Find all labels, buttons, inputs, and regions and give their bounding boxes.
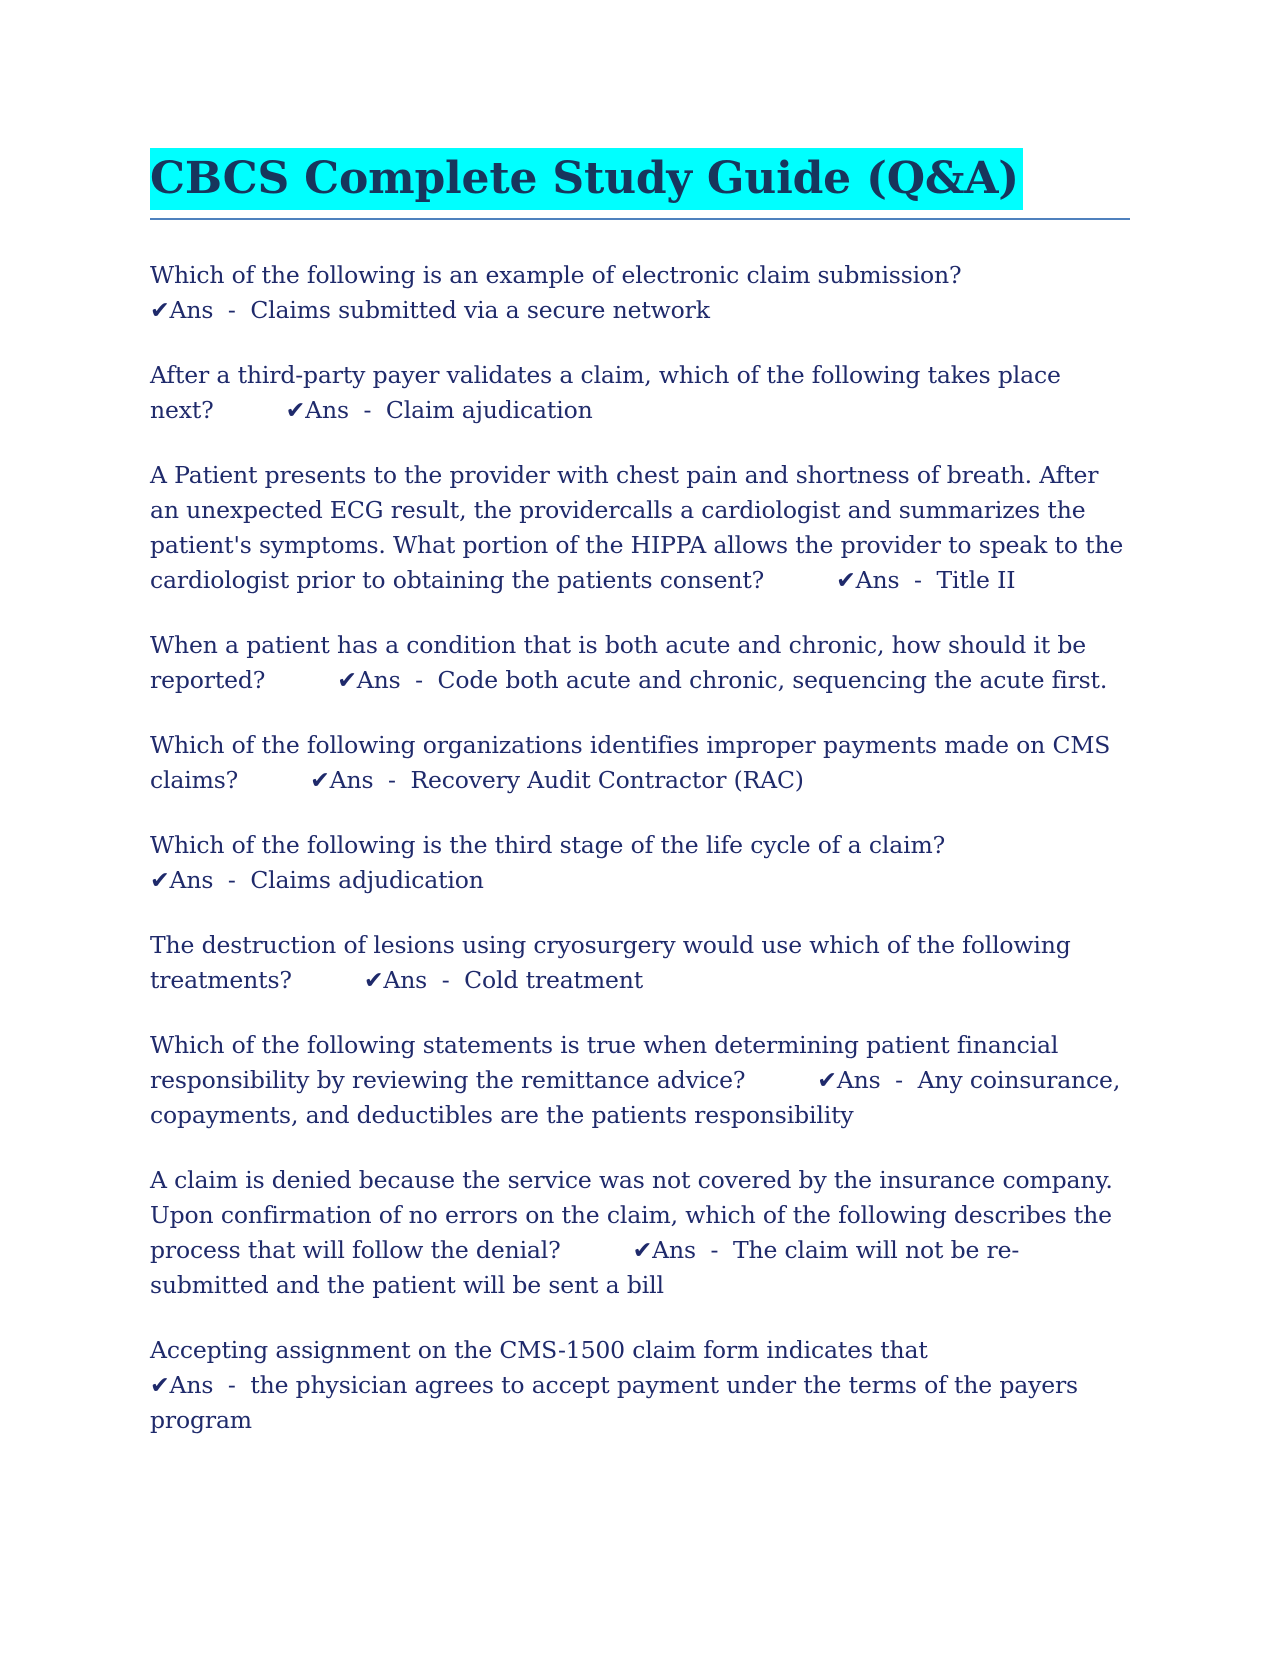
qa-item-8 [150, 1028, 1130, 1133]
title-block [150, 148, 1130, 220]
qa-item-4 [150, 628, 1130, 698]
answer-marker: ✔Ans - [632, 1236, 733, 1264]
question-text: Accepting assignment on the CMS-1500 claim form indicates that [150, 1336, 928, 1364]
qa-item-10 [150, 1333, 1130, 1438]
answer-marker: ✔Ans - [836, 566, 937, 594]
answer-text: Recovery Audit Contractor (RAC) [410, 766, 804, 794]
question-text: Which of the following organizations identifies improper payments made on CMS claims? [150, 731, 1111, 794]
answer-text: the physician agrees to accept payment under the terms of the payers program [150, 1371, 1078, 1434]
answer-marker: ✔Ans - [285, 396, 386, 424]
answer-text: The claim will not be re-submitted and the patient will be sent a bill [150, 1236, 1020, 1299]
answer-marker: ✔Ans - [150, 1371, 251, 1399]
answer-text: Any coinsurance, copayments, and deductibles are the patients responsibility [150, 1066, 1121, 1129]
qa-item-6 [150, 828, 1130, 898]
answer-marker: ✔Ans - [817, 1066, 918, 1094]
qa-item-1 [150, 258, 1130, 328]
question-text: The destruction of lesions using cryosurgery would use which of the following treatments? [150, 931, 1071, 994]
question-text: When a patient has a condition that is both acute and chronic, how should it be reported? [150, 631, 1087, 694]
answer-marker: ✔Ans - [150, 866, 251, 894]
answer-text: Claims adjudication [250, 866, 484, 894]
qa-item-7 [150, 928, 1130, 998]
qa-item-2 [150, 358, 1130, 428]
question-text: A claim is denied because the service was not covered by the insurance company. Upon confirmation of no errors on the claim, which of the following describes the process that will follow the denial? [150, 1166, 1113, 1264]
answer-text: Code both acute and chronic, sequencing the acute first. [437, 666, 1108, 694]
answer-marker: ✔Ans - [337, 666, 438, 694]
question-text: Which of the following statements is true when determining patient financial responsibility by reviewing the remittance advice? [150, 1031, 1059, 1094]
document-content [150, 148, 1130, 1468]
answer-text: Cold treatment [464, 966, 644, 994]
answer-text: Claims submitted via a secure network [250, 296, 710, 324]
question-text: Which of the following is an example of electronic claim submission? [150, 261, 962, 289]
answer-text: Title II [936, 566, 1016, 594]
answer-marker: ✔Ans - [150, 296, 251, 324]
question-text: After a third-party payer validates a claim, which of the following takes place next? [150, 361, 1061, 424]
answer-text: Claim ajudication [385, 396, 593, 424]
qa-item-3 [150, 458, 1130, 598]
qa-item-9 [150, 1163, 1130, 1303]
question-text: A Patient presents to the provider with chest pain and shortness of breath. After an unexpected ECG result, the providercalls a cardiologist and summarizes the patient's symptoms. What portion of the HIPPA allows the provider to speak to the cardiologist prior to obtaining the patients consent? [150, 461, 1124, 594]
question-text: Which of the following is the third stage of the life cycle of a claim? [150, 831, 946, 859]
document-title: CBCS Complete Study Guide (Q&A) [150, 148, 1023, 210]
answer-marker: ✔Ans - [363, 966, 465, 994]
answer-marker: ✔Ans - [310, 766, 411, 794]
qa-item-5 [150, 728, 1130, 798]
